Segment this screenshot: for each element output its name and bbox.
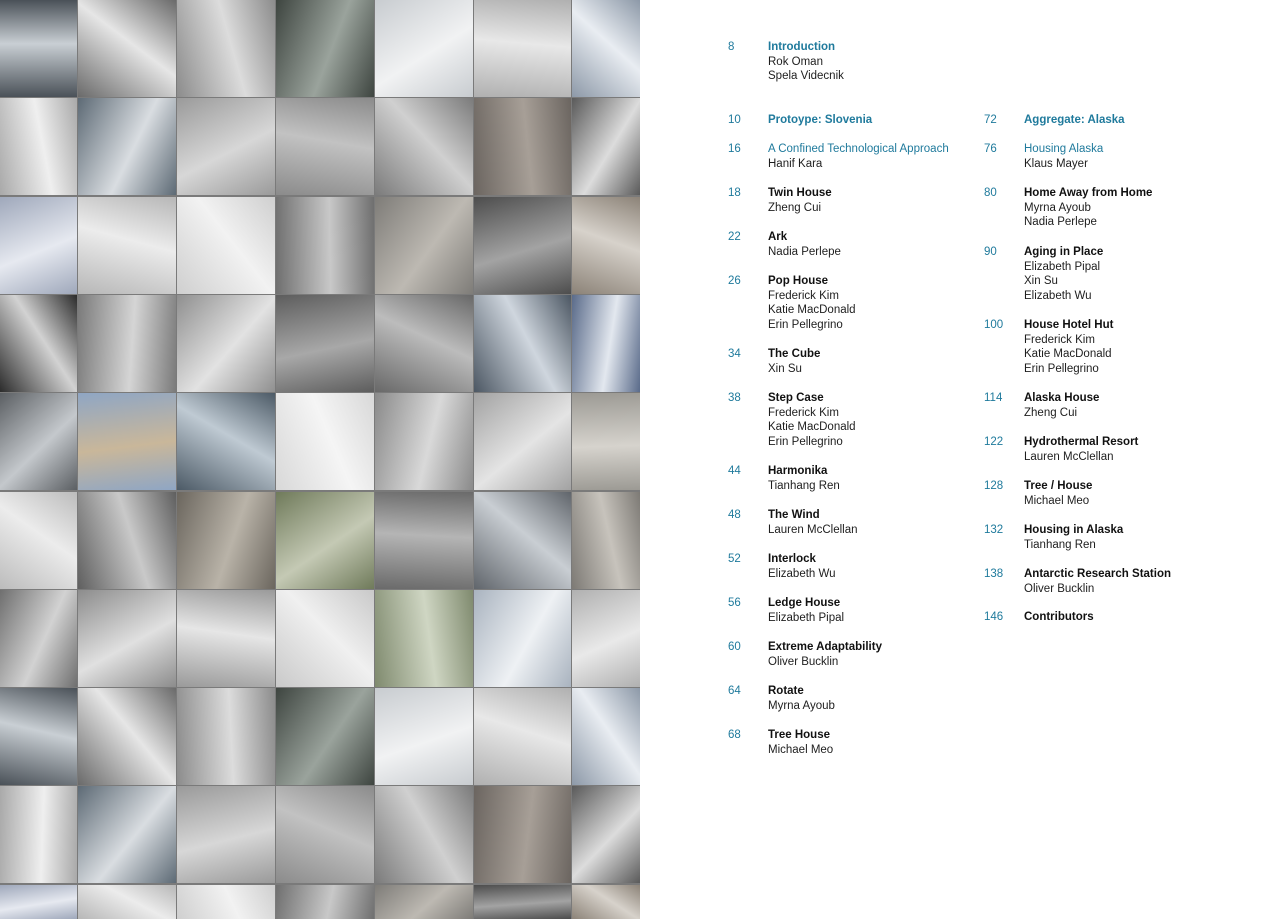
toc-entry-title: Aggregate: Alaska — [1024, 114, 1125, 126]
toc-page-number: 146 — [984, 611, 1004, 623]
toc-entry — [768, 230, 841, 259]
mosaic-photo — [78, 98, 176, 195]
toc-entry-author: Elizabeth Wu — [1024, 289, 1092, 302]
mosaic-photo — [375, 688, 473, 785]
mosaic-photo — [276, 688, 374, 785]
mosaic-photo — [474, 688, 571, 785]
mosaic-photo — [177, 295, 275, 392]
toc-page-number: 34 — [728, 348, 741, 360]
toc-entry-title: Home Away from Home — [1024, 187, 1153, 199]
toc-entry-author: Hanif Kara — [768, 157, 823, 170]
mosaic-photo — [572, 393, 640, 490]
toc-page-number: 22 — [728, 231, 741, 243]
toc-entry-title: Harmonika — [768, 465, 828, 477]
toc-page-number: 64 — [728, 685, 741, 697]
mosaic-photo — [78, 197, 176, 294]
mosaic-photo — [0, 492, 77, 589]
toc-entry-author: Katie MacDonald — [768, 304, 856, 317]
mosaic-photo — [177, 590, 275, 687]
mosaic-photo — [276, 295, 374, 392]
toc-entry-author: Elizabeth Pipal — [1024, 260, 1101, 273]
mosaic-photo — [276, 590, 374, 687]
mosaic-photo — [0, 688, 77, 785]
mosaic-photo — [474, 393, 571, 490]
toc-entry — [1024, 435, 1138, 464]
mosaic-photo — [572, 0, 640, 97]
toc-entry — [768, 640, 882, 669]
toc-entry-title: Extreme Adaptability — [768, 641, 882, 653]
toc-entry-title: Ledge House — [768, 597, 841, 609]
mosaic-photo — [375, 885, 473, 919]
mosaic-photo — [572, 98, 640, 195]
toc-entry — [1024, 391, 1099, 420]
toc-entry — [1024, 186, 1152, 230]
mosaic-photo — [276, 393, 374, 490]
toc-entry-title: Pop House — [768, 275, 829, 287]
toc-entry-author: Xin Su — [1024, 275, 1058, 288]
toc-entry — [768, 186, 832, 215]
toc-entry-title: Hydrothermal Resort — [1024, 436, 1139, 448]
mosaic-photo — [78, 885, 176, 919]
toc-page-number: 10 — [728, 114, 741, 126]
mosaic-photo — [0, 295, 77, 392]
toc-entry — [768, 274, 856, 332]
mosaic-photo — [177, 885, 275, 919]
toc-entry — [768, 596, 844, 625]
toc-entry — [1024, 610, 1094, 625]
mosaic-photo — [177, 0, 275, 97]
mosaic-photo — [572, 492, 640, 589]
toc-entry-author: Nadia Perlepe — [768, 245, 841, 258]
mosaic-photo — [474, 786, 571, 883]
toc-page-number: 18 — [728, 187, 741, 199]
mosaic-photo — [276, 786, 374, 883]
mosaic-photo — [572, 885, 640, 919]
toc-entry-title: The Cube — [768, 348, 821, 360]
toc-entry-author: Frederick Kim — [768, 289, 839, 302]
mosaic-photo — [78, 786, 176, 883]
toc-page-number: 48 — [728, 509, 741, 521]
toc-entry-author: Oliver Bucklin — [768, 655, 839, 668]
toc-page-number: 90 — [984, 246, 997, 258]
toc-page-number: 76 — [984, 143, 997, 155]
toc-entry-title: House Hotel Hut — [1024, 319, 1114, 331]
mosaic-photo — [276, 492, 374, 589]
mosaic-photo — [0, 197, 77, 294]
toc-entry-author: Erin Pellegrino — [768, 435, 843, 448]
toc-page-number: 128 — [984, 480, 1004, 492]
toc-entry-author: Frederick Kim — [768, 406, 839, 419]
mosaic-photo — [0, 786, 77, 883]
mosaic-photo — [177, 98, 275, 195]
mosaic-photo — [177, 492, 275, 589]
mosaic-photo — [276, 885, 374, 919]
mosaic-photo — [572, 786, 640, 883]
toc-page-number: 52 — [728, 553, 741, 565]
toc-entry-author: Erin Pellegrino — [768, 318, 843, 331]
toc-page-number: 44 — [728, 465, 741, 477]
mosaic-photo — [0, 885, 77, 919]
toc-entry-author: Oliver Bucklin — [1024, 582, 1095, 595]
mosaic-photo — [375, 492, 473, 589]
toc-entry-title: Housing Alaska — [1024, 143, 1104, 155]
mosaic-photo — [572, 197, 640, 294]
toc-entry-title: Protoype: Slovenia — [768, 114, 873, 126]
toc-page-number: 26 — [728, 275, 741, 287]
mosaic-photo — [78, 590, 176, 687]
toc-entry — [768, 684, 835, 713]
toc-entry-title: Housing in Alaska — [1024, 524, 1124, 536]
toc-page-number: 72 — [984, 114, 997, 126]
toc-entry-author: Nadia Perlepe — [1024, 216, 1097, 229]
toc-page-number: 132 — [984, 524, 1004, 536]
mosaic-photo — [78, 295, 176, 392]
mosaic-photo — [572, 590, 640, 687]
toc-entry-author: Elizabeth Wu — [768, 567, 836, 580]
toc-entry — [1024, 523, 1123, 552]
toc-entry-author: Lauren McClellan — [1024, 450, 1114, 463]
mosaic-photo — [474, 492, 571, 589]
toc-entry-title: Twin House — [768, 187, 832, 199]
toc-entry-title: Tree House — [768, 729, 830, 741]
toc-entry — [768, 508, 858, 537]
mosaic-photo — [474, 295, 571, 392]
mosaic-photo — [0, 0, 77, 97]
toc-entry — [768, 113, 872, 128]
toc-entry — [768, 391, 856, 449]
mosaic-photo — [78, 688, 176, 785]
toc-entry-author: Tianhang Ren — [768, 479, 840, 492]
mosaic-photo — [276, 98, 374, 195]
toc-entry-author: Frederick Kim — [1024, 333, 1095, 346]
mosaic-photo — [177, 393, 275, 490]
mosaic-photo — [474, 197, 571, 294]
mosaic-photo — [375, 197, 473, 294]
mosaic-photo — [0, 393, 77, 490]
toc-page-number: 138 — [984, 568, 1004, 580]
mosaic-photo — [474, 885, 571, 919]
toc-page-number: 8 — [728, 41, 735, 53]
toc-entry-title: Step Case — [768, 392, 824, 404]
toc-entry-author: Lauren McClellan — [768, 523, 858, 536]
toc-entry — [768, 142, 949, 171]
toc-entry — [768, 552, 836, 581]
toc-page-number: 56 — [728, 597, 741, 609]
mosaic-photo — [572, 295, 640, 392]
mosaic-photo — [78, 393, 176, 490]
toc-page-number: 122 — [984, 436, 1004, 448]
toc-entry-author: Rok Oman — [768, 55, 823, 68]
toc-page-number: 100 — [984, 319, 1004, 331]
toc-entry-title: A Confined Technological Approach — [768, 143, 949, 155]
toc-entry — [1024, 567, 1171, 596]
toc-entry — [1024, 245, 1103, 303]
toc-entry-title: Rotate — [768, 685, 804, 697]
toc-page-number: 80 — [984, 187, 997, 199]
toc-entry-author: Klaus Mayer — [1024, 157, 1088, 170]
mosaic-photo — [375, 590, 473, 687]
toc-entry-author: Katie MacDonald — [1024, 348, 1112, 361]
mosaic-photo — [276, 0, 374, 97]
mosaic-photo — [474, 590, 571, 687]
mosaic-photo — [177, 786, 275, 883]
mosaic-photo — [375, 786, 473, 883]
toc-entry-author: Myrna Ayoub — [1024, 201, 1091, 214]
toc-page-number: 60 — [728, 641, 741, 653]
toc-entry-title: Contributors — [1024, 611, 1094, 623]
toc-entry-author: Spela Videcnik — [768, 70, 844, 83]
mosaic-photo — [375, 98, 473, 195]
mosaic-photo — [78, 0, 176, 97]
toc-entry-title: Interlock — [768, 553, 816, 565]
toc-page-number: 16 — [728, 143, 741, 155]
toc-entry-title: Ark — [768, 231, 788, 243]
mosaic-photo — [0, 590, 77, 687]
mosaic-photo — [375, 295, 473, 392]
toc-entry — [768, 728, 833, 757]
toc-entry-author: Zheng Cui — [1024, 406, 1078, 419]
mosaic-photo — [474, 0, 571, 97]
toc-entry-author: Myrna Ayoub — [768, 699, 835, 712]
mosaic-photo — [375, 0, 473, 97]
mosaic-photo — [375, 393, 473, 490]
mosaic-photo — [276, 197, 374, 294]
toc-entry-title: Antarctic Research Station — [1024, 568, 1171, 580]
mosaic-photo — [474, 98, 571, 195]
toc-page-number: 68 — [728, 729, 741, 741]
toc-entry-author: Zheng Cui — [768, 201, 822, 214]
toc-entry — [1024, 318, 1113, 376]
mosaic-photo — [0, 98, 77, 195]
toc-entry-title: The Wind — [768, 509, 820, 521]
toc-entry-author: Xin Su — [768, 362, 802, 375]
toc-entry-introduction — [768, 40, 844, 84]
toc-entry-author: Katie MacDonald — [768, 421, 856, 434]
toc-page-number: 114 — [984, 392, 1003, 404]
toc-entry-author: Elizabeth Pipal — [768, 611, 845, 624]
mosaic-photo — [177, 197, 275, 294]
toc-entry — [768, 347, 820, 376]
mosaic-photo — [572, 688, 640, 785]
toc-entry-author: Michael Meo — [768, 743, 834, 756]
toc-entry — [1024, 142, 1103, 171]
mosaic-photo — [78, 492, 176, 589]
toc-entry-title: Introduction — [768, 41, 836, 53]
toc-entry-author: Tianhang Ren — [1024, 538, 1096, 551]
toc-entry-title: Aging in Place — [1024, 246, 1104, 258]
toc-page-number: 38 — [728, 392, 741, 404]
table-of-contents — [640, 0, 1280, 919]
toc-entry-title: Alaska House — [1024, 392, 1100, 404]
toc-entry — [1024, 479, 1092, 508]
toc-entry-author: Michael Meo — [1024, 494, 1090, 507]
toc-entry — [768, 464, 840, 493]
toc-entry-title: Tree / House — [1024, 480, 1093, 492]
toc-entry — [1024, 113, 1125, 128]
toc-entry-author: Erin Pellegrino — [1024, 362, 1099, 375]
mosaic-photo — [177, 688, 275, 785]
